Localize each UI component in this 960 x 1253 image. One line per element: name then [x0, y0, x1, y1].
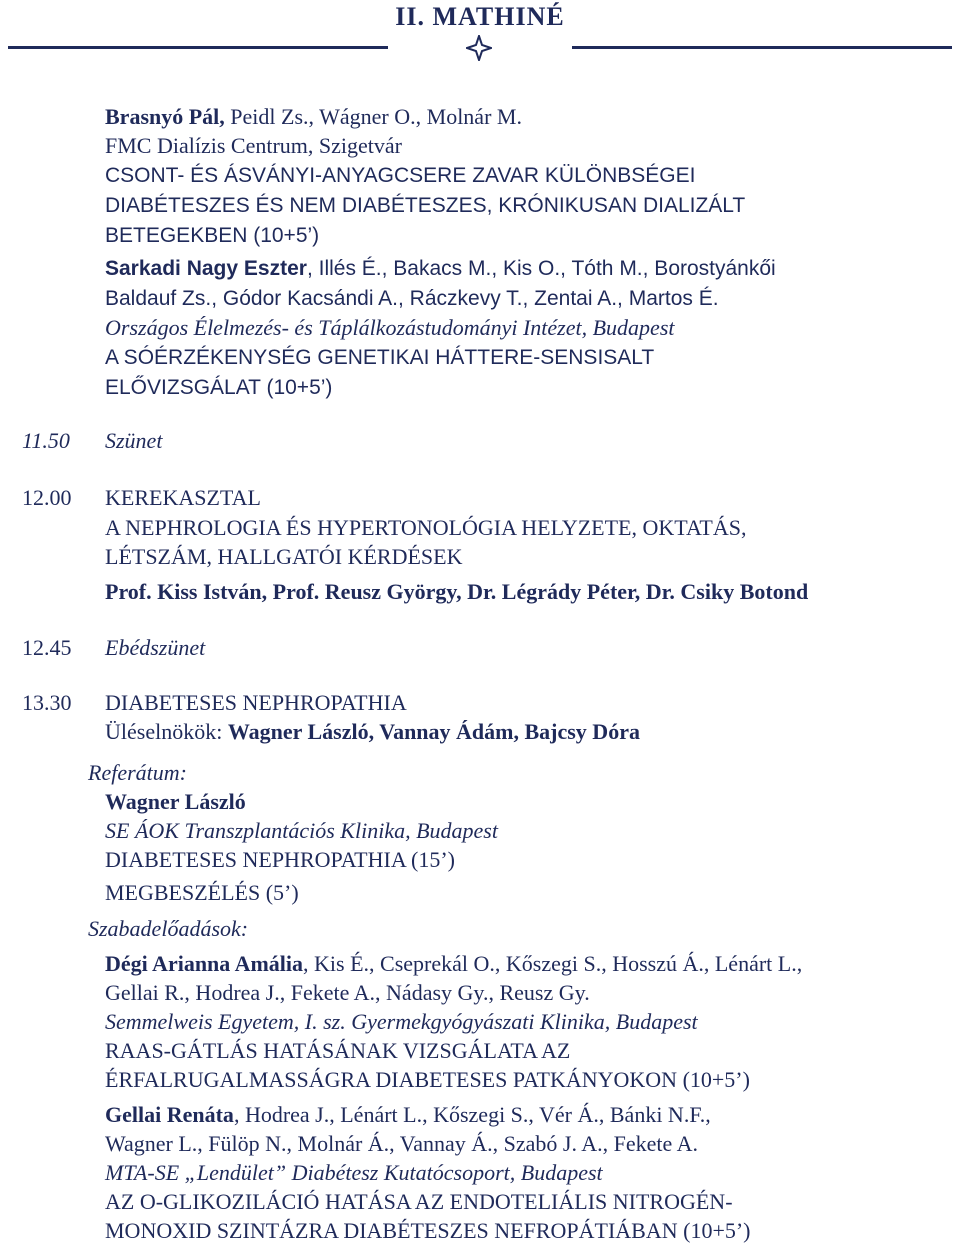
page-title: II. MATHINÉ [395, 2, 565, 31]
discussion-line: MEGBESZÉLÉS (5’) [105, 880, 299, 905]
authors-line [105, 102, 522, 131]
talk-title-line: A SÓÉRZÉKENYSÉG GENETIKAI HÁTTERE-SENSISALT [105, 346, 655, 369]
institution: FMC Dialízis Centrum, Szigetvár [105, 133, 402, 158]
talk-title-line: AZ O-GLIKOZILÁCIÓ HATÁSA AZ ENDOTELIÁLIS NITROGÉN- [105, 1189, 733, 1214]
talk-title-line: ELŐVIZSGÁLAT (10+5’) [105, 376, 333, 399]
presenting-author: Brasnyó Pál, [105, 104, 225, 129]
presenting-author: Dégi Arianna Amália [105, 951, 304, 976]
session-label: DIABETESES NEPHROPATHIA [105, 690, 407, 715]
time-slot: 13.30 [22, 690, 72, 715]
section-heading: Szabadelőadások: [88, 916, 249, 941]
talk-title-line: BETEGEKBEN (10+5’) [105, 224, 320, 247]
talk-title-line: MONOXID SZINTÁZRA DIABÉTESZES NEFROPÁTIÁBAN (10+5’) [105, 1218, 751, 1243]
talk-title-line: DIABETESES NEPHROPATHIA (15’) [105, 847, 455, 872]
institution: Semmelweis Egyetem, I. sz. Gyermekgyógyászati Klinika, Budapest [105, 1009, 698, 1034]
diamond-ornament-icon [466, 35, 492, 61]
header-rule-right [572, 46, 952, 49]
talk-title-line: A NEPHROLOGIA ÉS HYPERTONOLÓGIA HELYZETE, OKTATÁS, [105, 515, 747, 540]
time-slot: 11.50 [22, 428, 70, 453]
coauthors: , Hodrea J., Lénárt L., Kőszegi S., Vér Á., Bánki N.F., [233, 1102, 711, 1127]
coauthors: Peidl Zs., Wágner O., Molnár M. [224, 104, 522, 129]
institution: MTA-SE „Lendület” Diabétesz Kutatócsoport, Budapest [105, 1160, 603, 1185]
authors-line [105, 254, 776, 283]
time-slot: 12.45 [22, 635, 72, 660]
presenting-author: Sarkadi Nagy Eszter [105, 257, 307, 280]
chairs-names: Wagner László, Vannay Ádám, Bajcsy Dóra [227, 719, 640, 744]
session-label: KEREKASZTAL [105, 485, 261, 510]
authors-line: Wagner L., Fülöp N., Molnár Á., Vannay Á., Szabó J. A., Fekete A. [105, 1131, 698, 1156]
coauthors: , Illés É., Bakacs M., Kis O., Tóth M., Borostyánkői [306, 257, 776, 280]
presenting-author: Wagner László [105, 789, 246, 814]
institution: SE ÁOK Transzplantációs Klinika, Budapest [105, 818, 498, 843]
authors-line: Baldauf Zs., Gódor Kacsándi A., Ráczkevy T., Zentai A., Martos É. [105, 287, 719, 310]
section-heading: Referátum: [88, 760, 187, 785]
chairs-label: Üléselnökök: [105, 719, 228, 744]
chairs-line [105, 717, 640, 746]
break-label: Szünet [105, 428, 163, 453]
talk-title-line: RAAS-GÁTLÁS HATÁSÁNAK VIZSGÁLATA AZ [105, 1038, 571, 1063]
institution: Országos Élelmezés- és Táplálkozástudományi Intézet, Budapest [105, 315, 675, 340]
header-rule-left [8, 46, 388, 49]
authors-line [105, 1100, 711, 1129]
talk-title-line: CSONT- ÉS ÁSVÁNYI-ANYAGCSERE ZAVAR KÜLÖNBSÉGEI [105, 164, 696, 187]
talk-title-line: ÉRFALRUGALMASSÁGRA DIABETESES PATKÁNYOKON (10+5’) [105, 1067, 750, 1092]
authors-line: Gellai R., Hodrea J., Fekete A., Nádasy Gy., Reusz Gy. [105, 980, 590, 1005]
time-slot: 12.00 [22, 485, 72, 510]
presenting-author: Gellai Renáta [105, 1102, 234, 1127]
authors-line [105, 949, 802, 978]
coauthors: , Kis É., Cseprekál O., Kőszegi S., Hosszú Á., Lénárt L., [303, 951, 803, 976]
speakers: Prof. Kiss István, Prof. Reusz György, Dr. Légrády Péter, Dr. Csiky Botond [105, 579, 809, 604]
talk-title-line: DIABÉTESZES ÉS NEM DIABÉTESZES, KRÓNIKUSAN DIALIZÁLT [105, 194, 746, 217]
talk-title-line: LÉTSZÁM, HALLGATÓI KÉRDÉSEK [105, 544, 463, 569]
break-label: Ebédszünet [105, 635, 206, 660]
